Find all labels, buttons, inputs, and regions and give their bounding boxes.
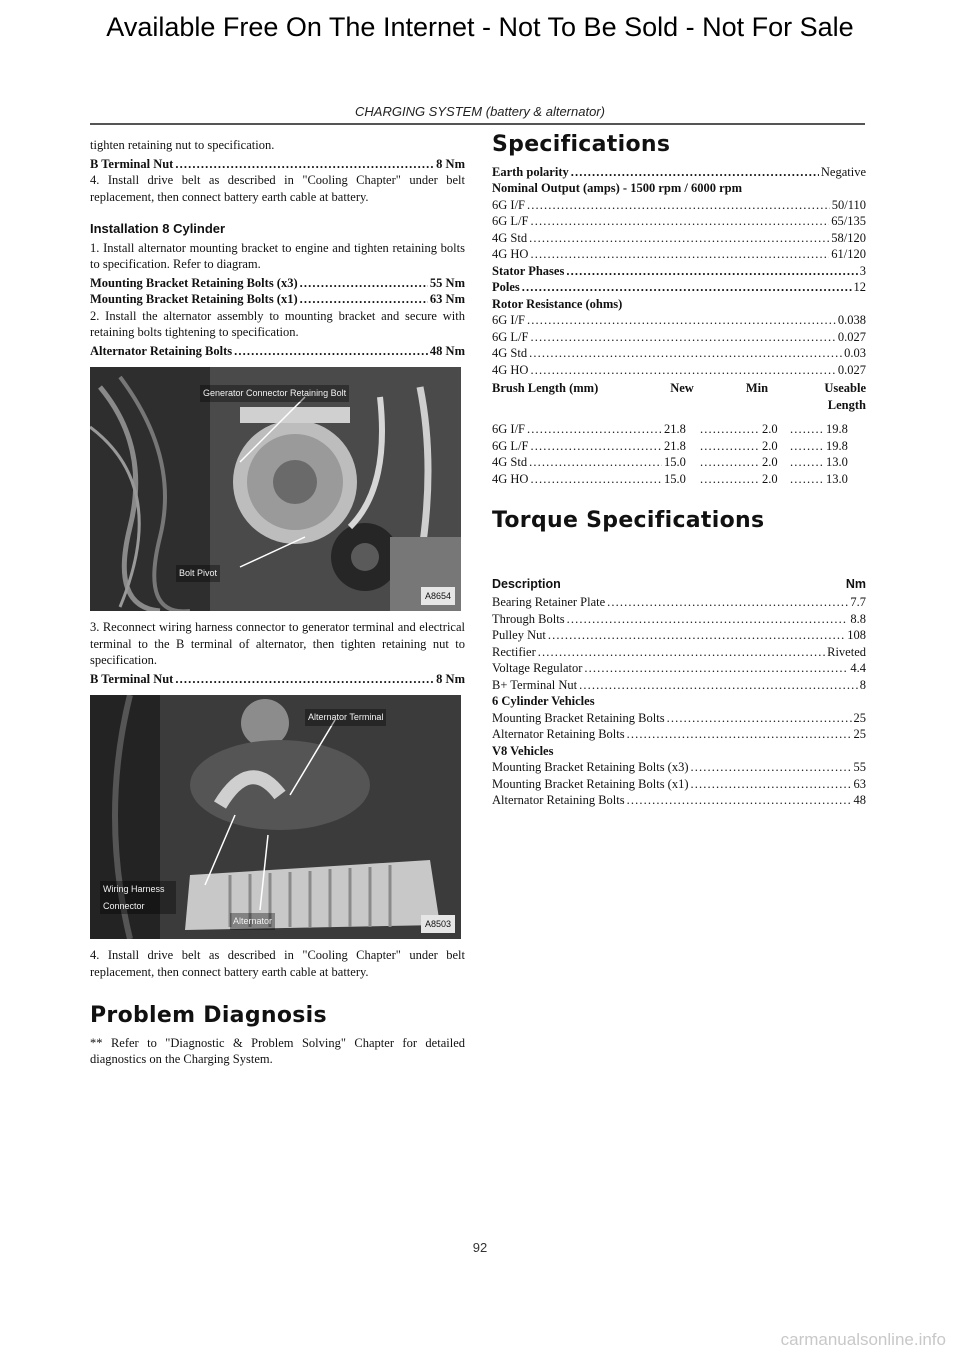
spec-value: 58/120	[831, 230, 866, 245]
spec-value: Riveted	[827, 644, 866, 659]
spec-value: 4.4	[850, 661, 866, 675]
brush-min: 2.0	[762, 455, 778, 469]
spec-value: 55 Nm	[429, 275, 465, 290]
spec-value: 8	[859, 677, 866, 692]
spec-value: 0.038	[837, 313, 866, 327]
photo-caption: Wiring Harness Connector	[100, 881, 176, 914]
spec-label: B+ Terminal Nut	[492, 677, 578, 692]
stator-phases-row	[492, 263, 866, 280]
right-column	[492, 132, 866, 809]
nominal-output-heading: Nominal Output (amps) - 1500 rpm / 6000 rpm	[492, 181, 743, 195]
spec-label: Mounting Bracket Retaining Bolts (x1)	[492, 776, 689, 791]
spec-label: 4G Std	[492, 230, 528, 245]
torque-table-header	[492, 576, 866, 593]
torque-row	[492, 759, 866, 776]
poles-row	[492, 279, 866, 296]
spec-label: 6G L/F	[492, 214, 529, 228]
b-terminal-nut-row	[90, 156, 465, 173]
left-column	[90, 137, 465, 1070]
brush-min: 2.0	[762, 422, 778, 436]
torque-row	[492, 644, 866, 661]
brush-useable: 13.0	[826, 471, 848, 486]
step-3-text: 3. Reconnect wiring harness connector to generator terminal and electrical terminal to the B terminal of alternator, then tighten retaining nut to specification.	[90, 620, 465, 667]
earth-polarity-row	[492, 164, 866, 181]
brush-useable: 19.8	[826, 422, 848, 436]
output-row	[492, 213, 866, 230]
spec-label: 4G HO	[492, 247, 529, 261]
brush-length-heading: Brush Length (mm)	[492, 381, 599, 395]
brush-col-new: New	[670, 381, 694, 395]
spec-value: 8 Nm	[436, 671, 465, 686]
spec-value: 12	[853, 280, 866, 294]
v8-heading: V8 Vehicles	[492, 743, 554, 758]
spec-value: 61/120	[831, 247, 866, 261]
brush-row	[492, 438, 866, 455]
alternator-terminal-photo	[90, 695, 461, 939]
alternator-mounting-photo	[90, 367, 461, 611]
figure-code: A8503	[421, 915, 455, 934]
spec-label: B Terminal Nut	[90, 156, 174, 171]
spec-value: 0.027	[837, 329, 866, 344]
torque-row	[492, 792, 866, 809]
photo-caption: Alternator Terminal	[305, 709, 386, 726]
brush-row	[492, 421, 866, 438]
output-row	[492, 246, 866, 263]
spec-value: 63 Nm	[429, 292, 465, 306]
spec-label: Earth polarity	[492, 164, 569, 179]
spec-value: 48 Nm	[429, 343, 465, 358]
spec-value: 8 Nm	[436, 156, 465, 171]
b-terminal-nut-row	[90, 671, 465, 688]
torque-row	[492, 627, 866, 644]
spec-label: Mounting Bracket Retaining Bolts (x3)	[492, 760, 689, 774]
spec-label: Through Bolts	[492, 611, 565, 626]
rotor-row	[492, 329, 866, 346]
spec-label: B Terminal Nut	[90, 671, 174, 686]
spec-value: 8.8	[850, 611, 866, 626]
page-banner: Available Free On The Internet - Not To Be Sold - Not For Sale	[106, 12, 854, 42]
torque-specifications-heading: Torque Specifications	[492, 508, 765, 533]
brush-model: 4G HO	[492, 471, 529, 486]
header-rule	[90, 123, 865, 125]
alternator-bolts-row	[90, 343, 465, 360]
rotor-row	[492, 312, 866, 329]
spec-value: 50/110	[831, 197, 866, 212]
spec-value: 0.027	[837, 362, 866, 377]
step-4-text: 4. Install drive belt as described in "Cooling Chapter" under belt replacement, then connect battery earth cable at battery.	[90, 948, 465, 979]
brush-model: 6G L/F	[492, 438, 529, 453]
brush-min: 2.0	[762, 438, 778, 453]
brush-row	[492, 471, 866, 488]
specifications-heading: Specifications	[492, 132, 671, 157]
spec-label: Rectifier	[492, 644, 536, 659]
spec-label: Alternator Retaining Bolts	[492, 793, 625, 807]
step-2-text: 2. Install the alternator assembly to mounting bracket and secure with retaining bolts tightening to specification.	[90, 308, 465, 339]
torque-row	[492, 677, 866, 694]
engine-bay-image	[90, 367, 461, 611]
spec-value: 55	[853, 760, 866, 774]
brush-col-useable: Useable Length	[824, 381, 866, 412]
spec-value: 108	[847, 628, 866, 642]
rotor-row	[492, 345, 866, 362]
spec-value: 7.7	[850, 595, 866, 609]
torque-col-description: Description	[492, 576, 561, 591]
spec-value: 48	[853, 793, 866, 807]
brush-new: 15.0	[664, 471, 686, 486]
photo-caption: Generator Connector Retaining Bolt	[200, 385, 349, 402]
spec-label: Stator Phases	[492, 263, 565, 278]
installation-heading: Installation 8 Cylinder	[90, 221, 226, 236]
brush-useable: 19.8	[826, 438, 848, 453]
spec-label: Alternator Retaining Bolts	[492, 727, 625, 741]
rotor-row	[492, 362, 866, 379]
brush-length-header	[492, 380, 866, 413]
running-head: CHARGING SYSTEM (battery & alternator)	[355, 104, 605, 119]
site-watermark: carmanualsonline.info	[780, 1330, 946, 1349]
torque-col-unit: Nm	[845, 576, 866, 591]
brush-new: 15.0	[664, 455, 686, 469]
brush-row	[492, 454, 866, 471]
problem-diagnosis-heading: Problem Diagnosis	[90, 1003, 327, 1028]
brush-col-min: Min	[745, 381, 769, 395]
spec-label: Poles	[492, 280, 520, 294]
spec-value: 3	[859, 263, 866, 278]
step-4-text: 4. Install drive belt as described in "Cooling Chapter" under belt replacement, then connect battery earth cable at battery.	[90, 173, 465, 204]
brush-model: 4G Std	[492, 455, 528, 469]
step-1-text: 1. Install alternator mounting bracket to engine and tighten retaining bolts to specification. Refer to diagram.	[90, 240, 465, 271]
page-number: 92	[472, 1240, 488, 1255]
spec-label: 6G I/F	[492, 313, 525, 327]
spec-label: 6G L/F	[492, 329, 529, 344]
brush-useable: 13.0	[826, 455, 848, 469]
spec-label: 6G I/F	[492, 197, 525, 212]
spec-value: Negative	[820, 164, 866, 179]
brush-min: 2.0	[762, 471, 778, 486]
figure-code: A8654	[421, 587, 455, 606]
brush-new: 21.8	[664, 438, 686, 453]
six-cylinder-heading: 6 Cylinder Vehicles	[492, 694, 595, 708]
spec-value: 0.03	[844, 346, 866, 360]
spec-label: Mounting Bracket Retaining Bolts	[492, 710, 665, 725]
problem-diagnosis-text: ** Refer to "Diagnostic & Problem Solving" Chapter for detailed diagnostics on the Charging System.	[90, 1035, 465, 1066]
photo-caption: Alternator	[230, 913, 275, 930]
photo-caption: Bolt Pivot	[176, 565, 220, 582]
spec-label: 4G Std	[492, 346, 528, 360]
spec-value: 25	[853, 727, 866, 741]
torque-row	[492, 776, 866, 793]
brush-model: 6G I/F	[492, 422, 525, 436]
spec-label: Alternator Retaining Bolts	[90, 343, 233, 358]
spec-label: Mounting Bracket Retaining Bolts (x3)	[90, 275, 298, 290]
spec-value: 25	[853, 710, 866, 725]
torque-row	[492, 710, 866, 727]
spec-label: Voltage Regulator	[492, 661, 583, 675]
spec-label: 4G HO	[492, 362, 529, 377]
torque-row	[492, 660, 866, 677]
torque-row	[492, 611, 866, 628]
spec-label: Bearing Retainer Plate	[492, 595, 606, 609]
spec-label: Mounting Bracket Retaining Bolts (x1)	[90, 292, 298, 306]
torque-row	[492, 726, 866, 743]
output-row	[492, 230, 866, 247]
rotor-resistance-heading: Rotor Resistance (ohms)	[492, 296, 623, 311]
torque-row	[90, 291, 465, 308]
torque-row	[492, 594, 866, 611]
torque-row	[90, 275, 465, 292]
spec-value: 63	[853, 776, 866, 791]
output-row	[492, 197, 866, 214]
intro-text: tighten retaining nut to specification.	[90, 138, 275, 152]
brush-new: 21.8	[664, 422, 686, 436]
spec-value: 65/135	[831, 214, 866, 228]
spec-label: Pulley Nut	[492, 628, 546, 642]
